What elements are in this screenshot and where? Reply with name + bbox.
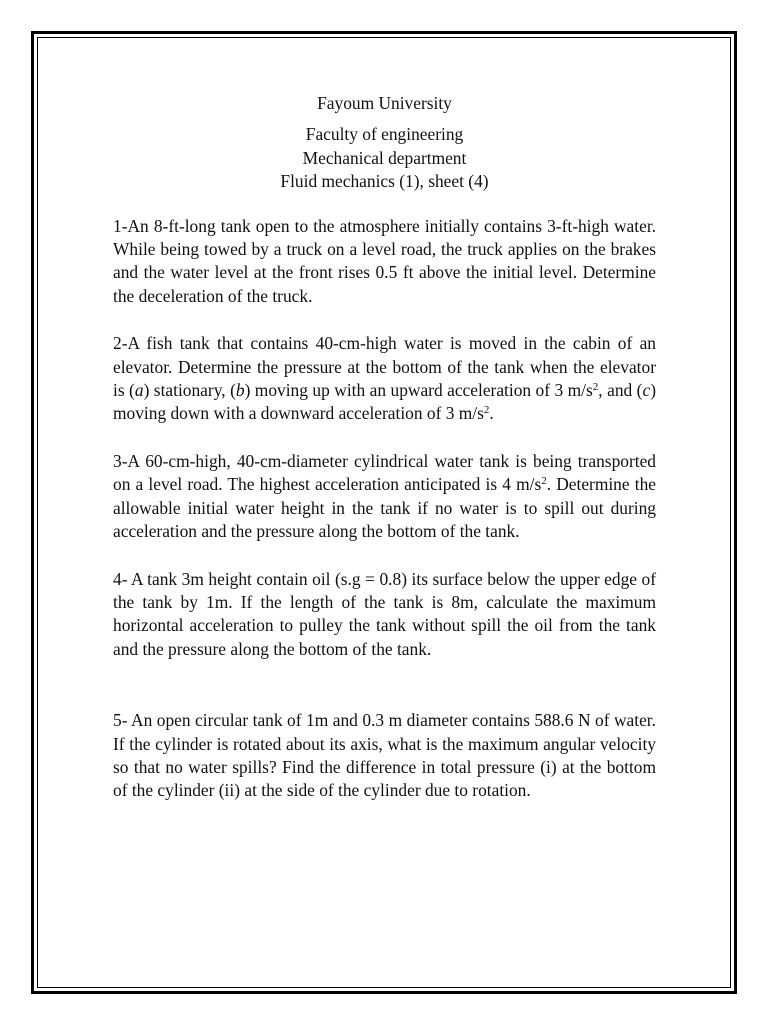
question-2-text: ) moving down with a downward acceleration of 3 m/s (113, 380, 656, 424)
question-2-part-b: b (235, 380, 245, 401)
faculty-name: Faculty of engineering (305, 124, 464, 145)
question-2-text: ) moving up with an upward acceleration of 3 m/s (244, 380, 593, 401)
superscript: 2 (592, 381, 599, 394)
course-title: Fluid mechanics (1), sheet (4) (280, 171, 489, 192)
superscript: 2 (541, 475, 547, 488)
question-2-part-c: c (642, 380, 651, 401)
question-2-text: 2-A fish tank that contains 40-cm-high water is moved in the cabin of an elevator. Determine the pressure at the bottom of the tank when the elevator is ( (113, 333, 656, 401)
department-name: Mechanical department (302, 147, 467, 168)
question-2-part-a: a (134, 380, 144, 401)
university-name: Fayoum University (317, 93, 452, 113)
question-2-text: . (489, 403, 494, 424)
question-5: 5- An open circular tank of 1m and 0.3 m diameter contains 588.6 N of water. If the cylinder is rotated about its axis, what is the maximum angular velocity so that no water spills? Find the difference in total pressure (i) at the bottom of the cylinder (ii) at the side of the cylinder due to rotation. (113, 710, 656, 801)
document-body (113, 92, 656, 803)
question-2 (113, 332, 656, 426)
question-3-text: 3-A 60-cm-high, 40-cm-diameter cylindrical water tank is being transported on a level road. The highest acceleration anticipated is 4 m/s (113, 450, 656, 495)
document-header (113, 92, 656, 194)
question-2-text: , and ( (598, 380, 643, 401)
superscript: 2 (483, 404, 490, 417)
question-2-text: ) stationary, ( (143, 380, 236, 401)
question-3 (113, 450, 656, 544)
question-3-text: . Determine the allowable initial water height in the tank if no water is to spill out during acceleration and the pressure along the bottom of the tank. (113, 474, 656, 542)
question-4: 4- A tank 3m height contain oil (s.g = 0.8) its surface below the upper edge of the tank by 1m. If the length of the tank is 8m, calculate the maximum horizontal acceleration to pulley the tank without spill the oil from the tank and the pressure along the bottom of the tank. (113, 568, 656, 659)
question-1: 1-An 8-ft-long tank open to the atmosphere initially contains 3-ft-high water. While being towed by a truck on a level road, the truck applies on the brakes and the water level at the front rises 0.5 ft above the initial level. Determine the deceleration of the truck. (113, 215, 656, 306)
